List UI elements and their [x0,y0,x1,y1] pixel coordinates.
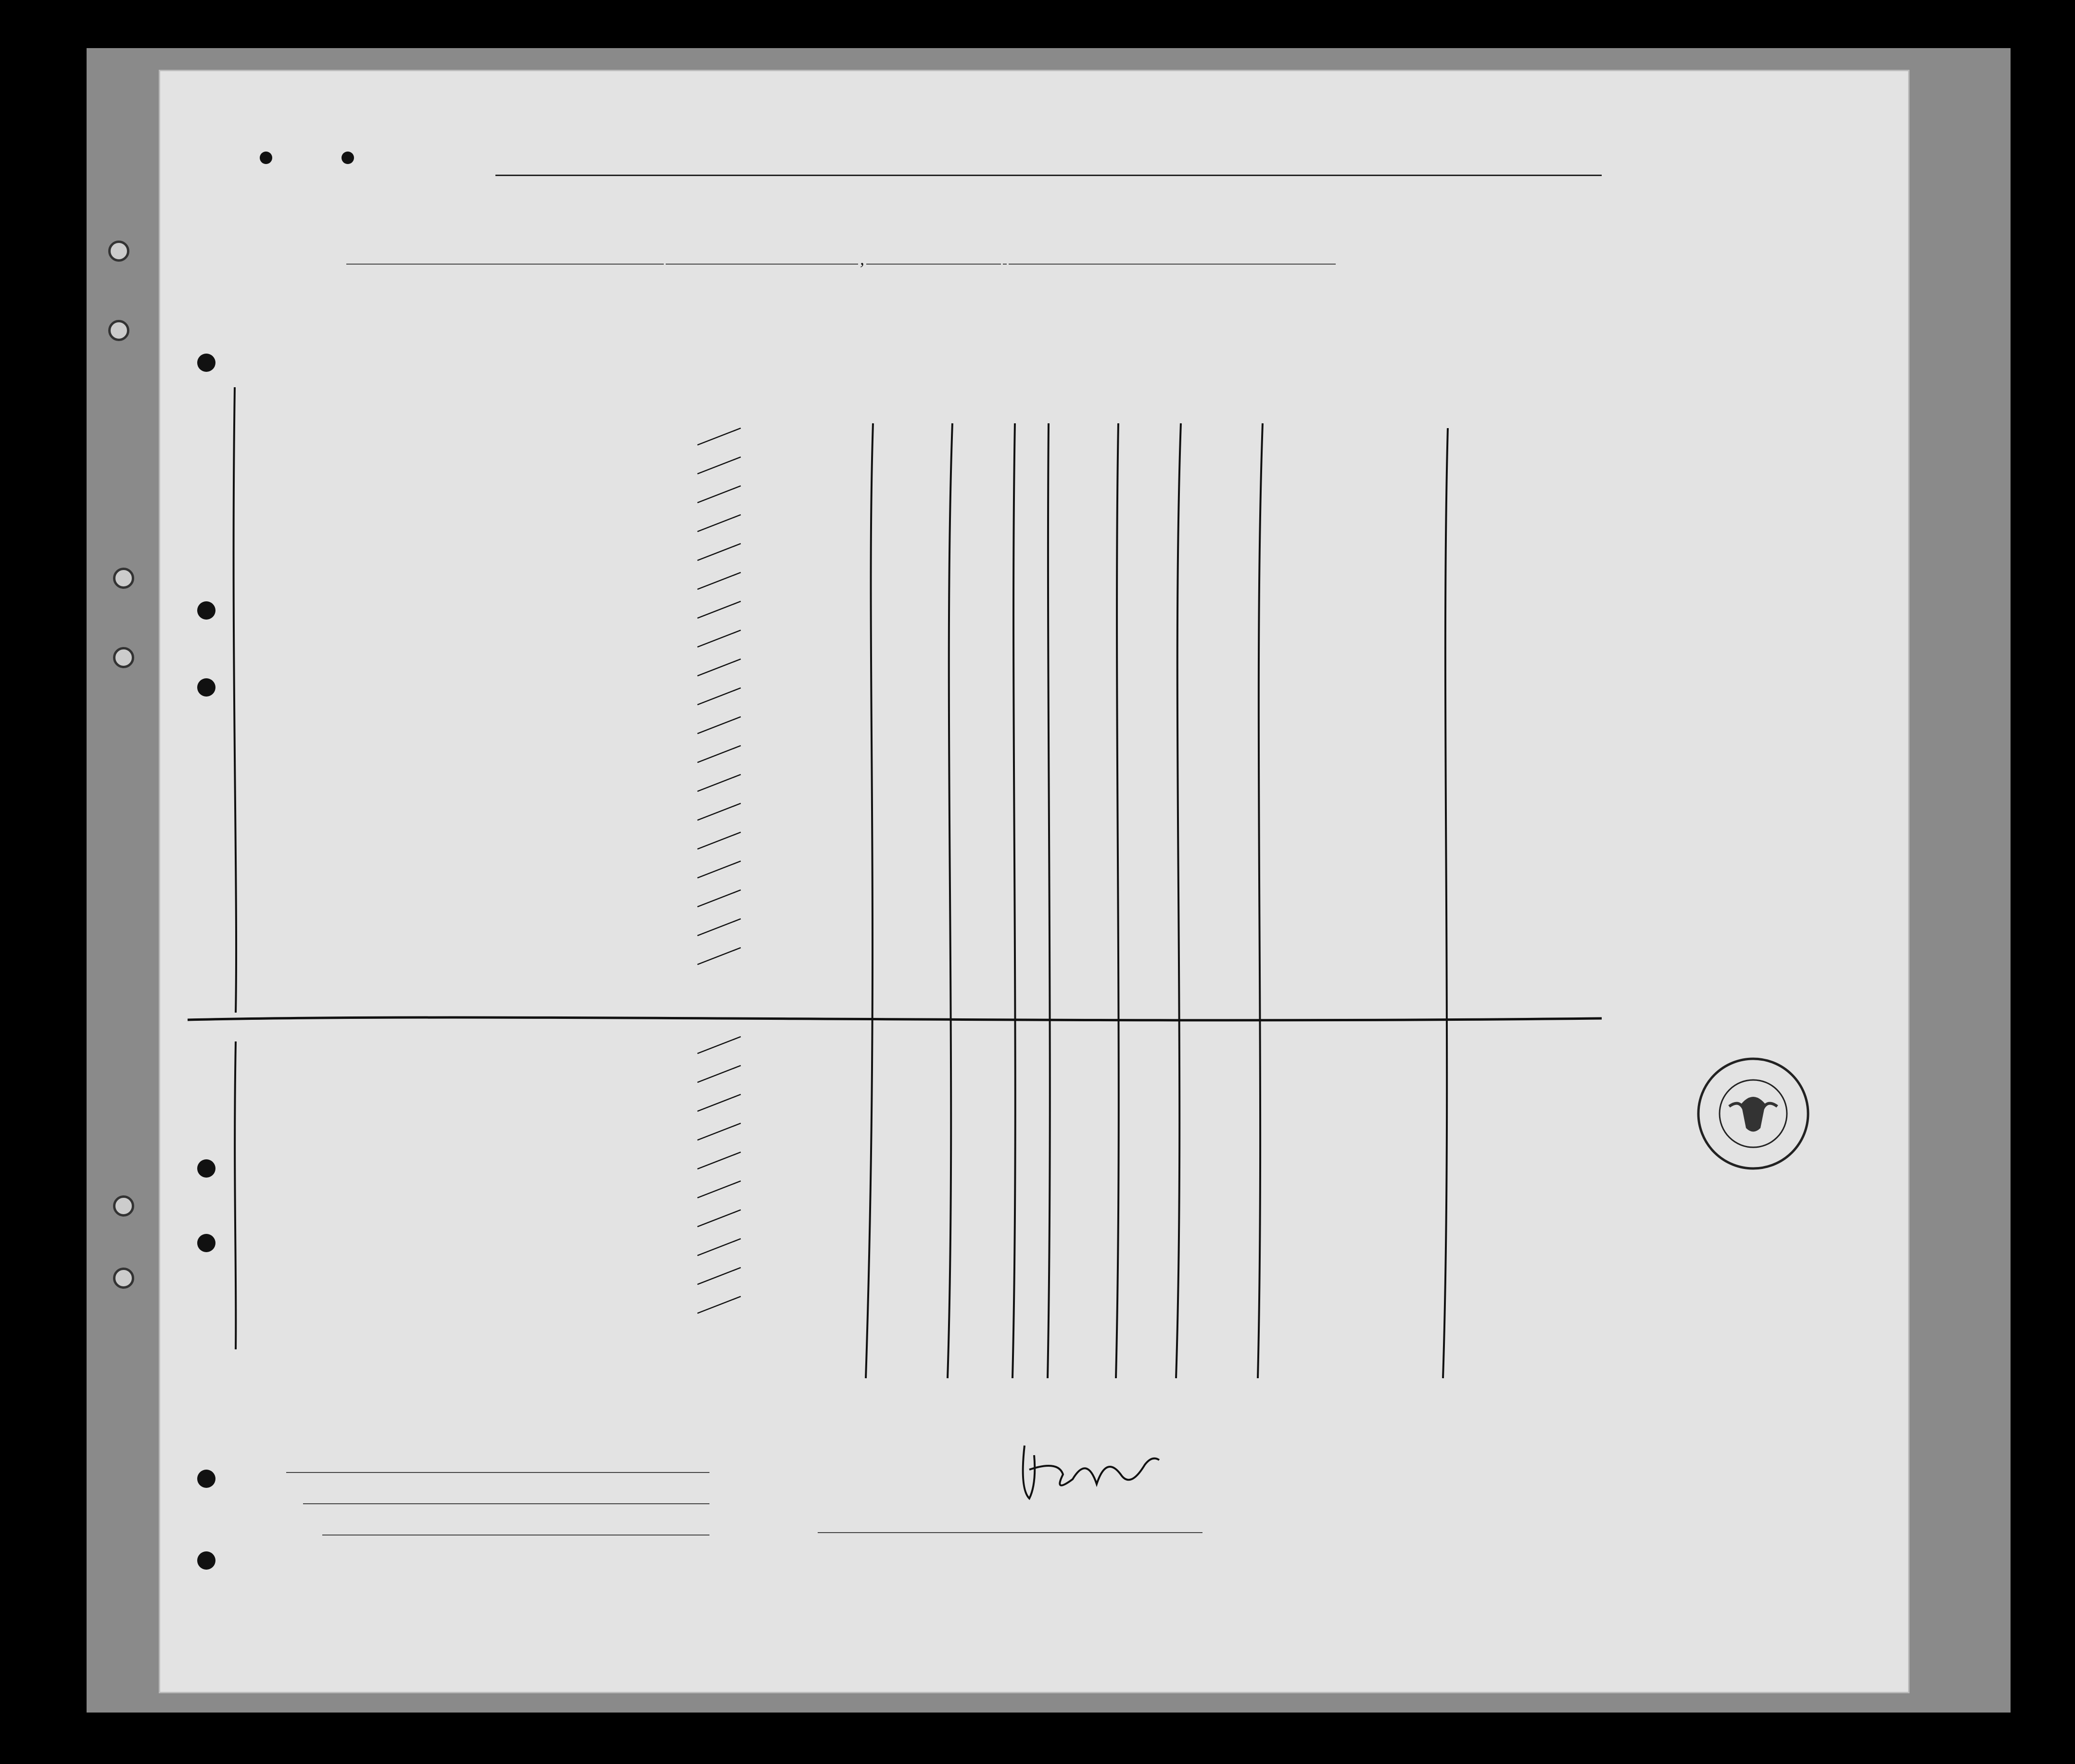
agents-rule [322,1535,709,1536]
ditto-line [866,423,873,1378]
punch-hole [113,1268,134,1289]
eagle-icon [1741,1097,1765,1132]
inspector-signature [1015,1426,1169,1513]
ditto-line [235,1041,236,1349]
punch-hole [108,241,129,262]
deserter-strike-line [188,1017,1602,1020]
vessel-line: , [346,249,1336,269]
ditto-line [1258,423,1263,1378]
punch-hole [113,647,134,668]
punch-hole [108,320,129,341]
stamp-graphic [1695,1056,1811,1171]
ditto-line [1443,428,1448,1378]
line-rule [286,1472,709,1473]
ditto-line [1176,423,1181,1378]
inspector-rule [818,1532,1202,1533]
punch-hole [113,1195,134,1217]
ditto-line [1012,423,1015,1378]
punch-hole [113,568,134,589]
ditto-line [948,423,952,1378]
ditto-line [1048,423,1050,1378]
owners-rule [303,1503,709,1504]
ditto-line [234,387,236,1013]
ditto-line [1116,423,1119,1378]
consulate-stamp [1695,1056,1811,1171]
manifest-sheet [159,70,1910,1693]
